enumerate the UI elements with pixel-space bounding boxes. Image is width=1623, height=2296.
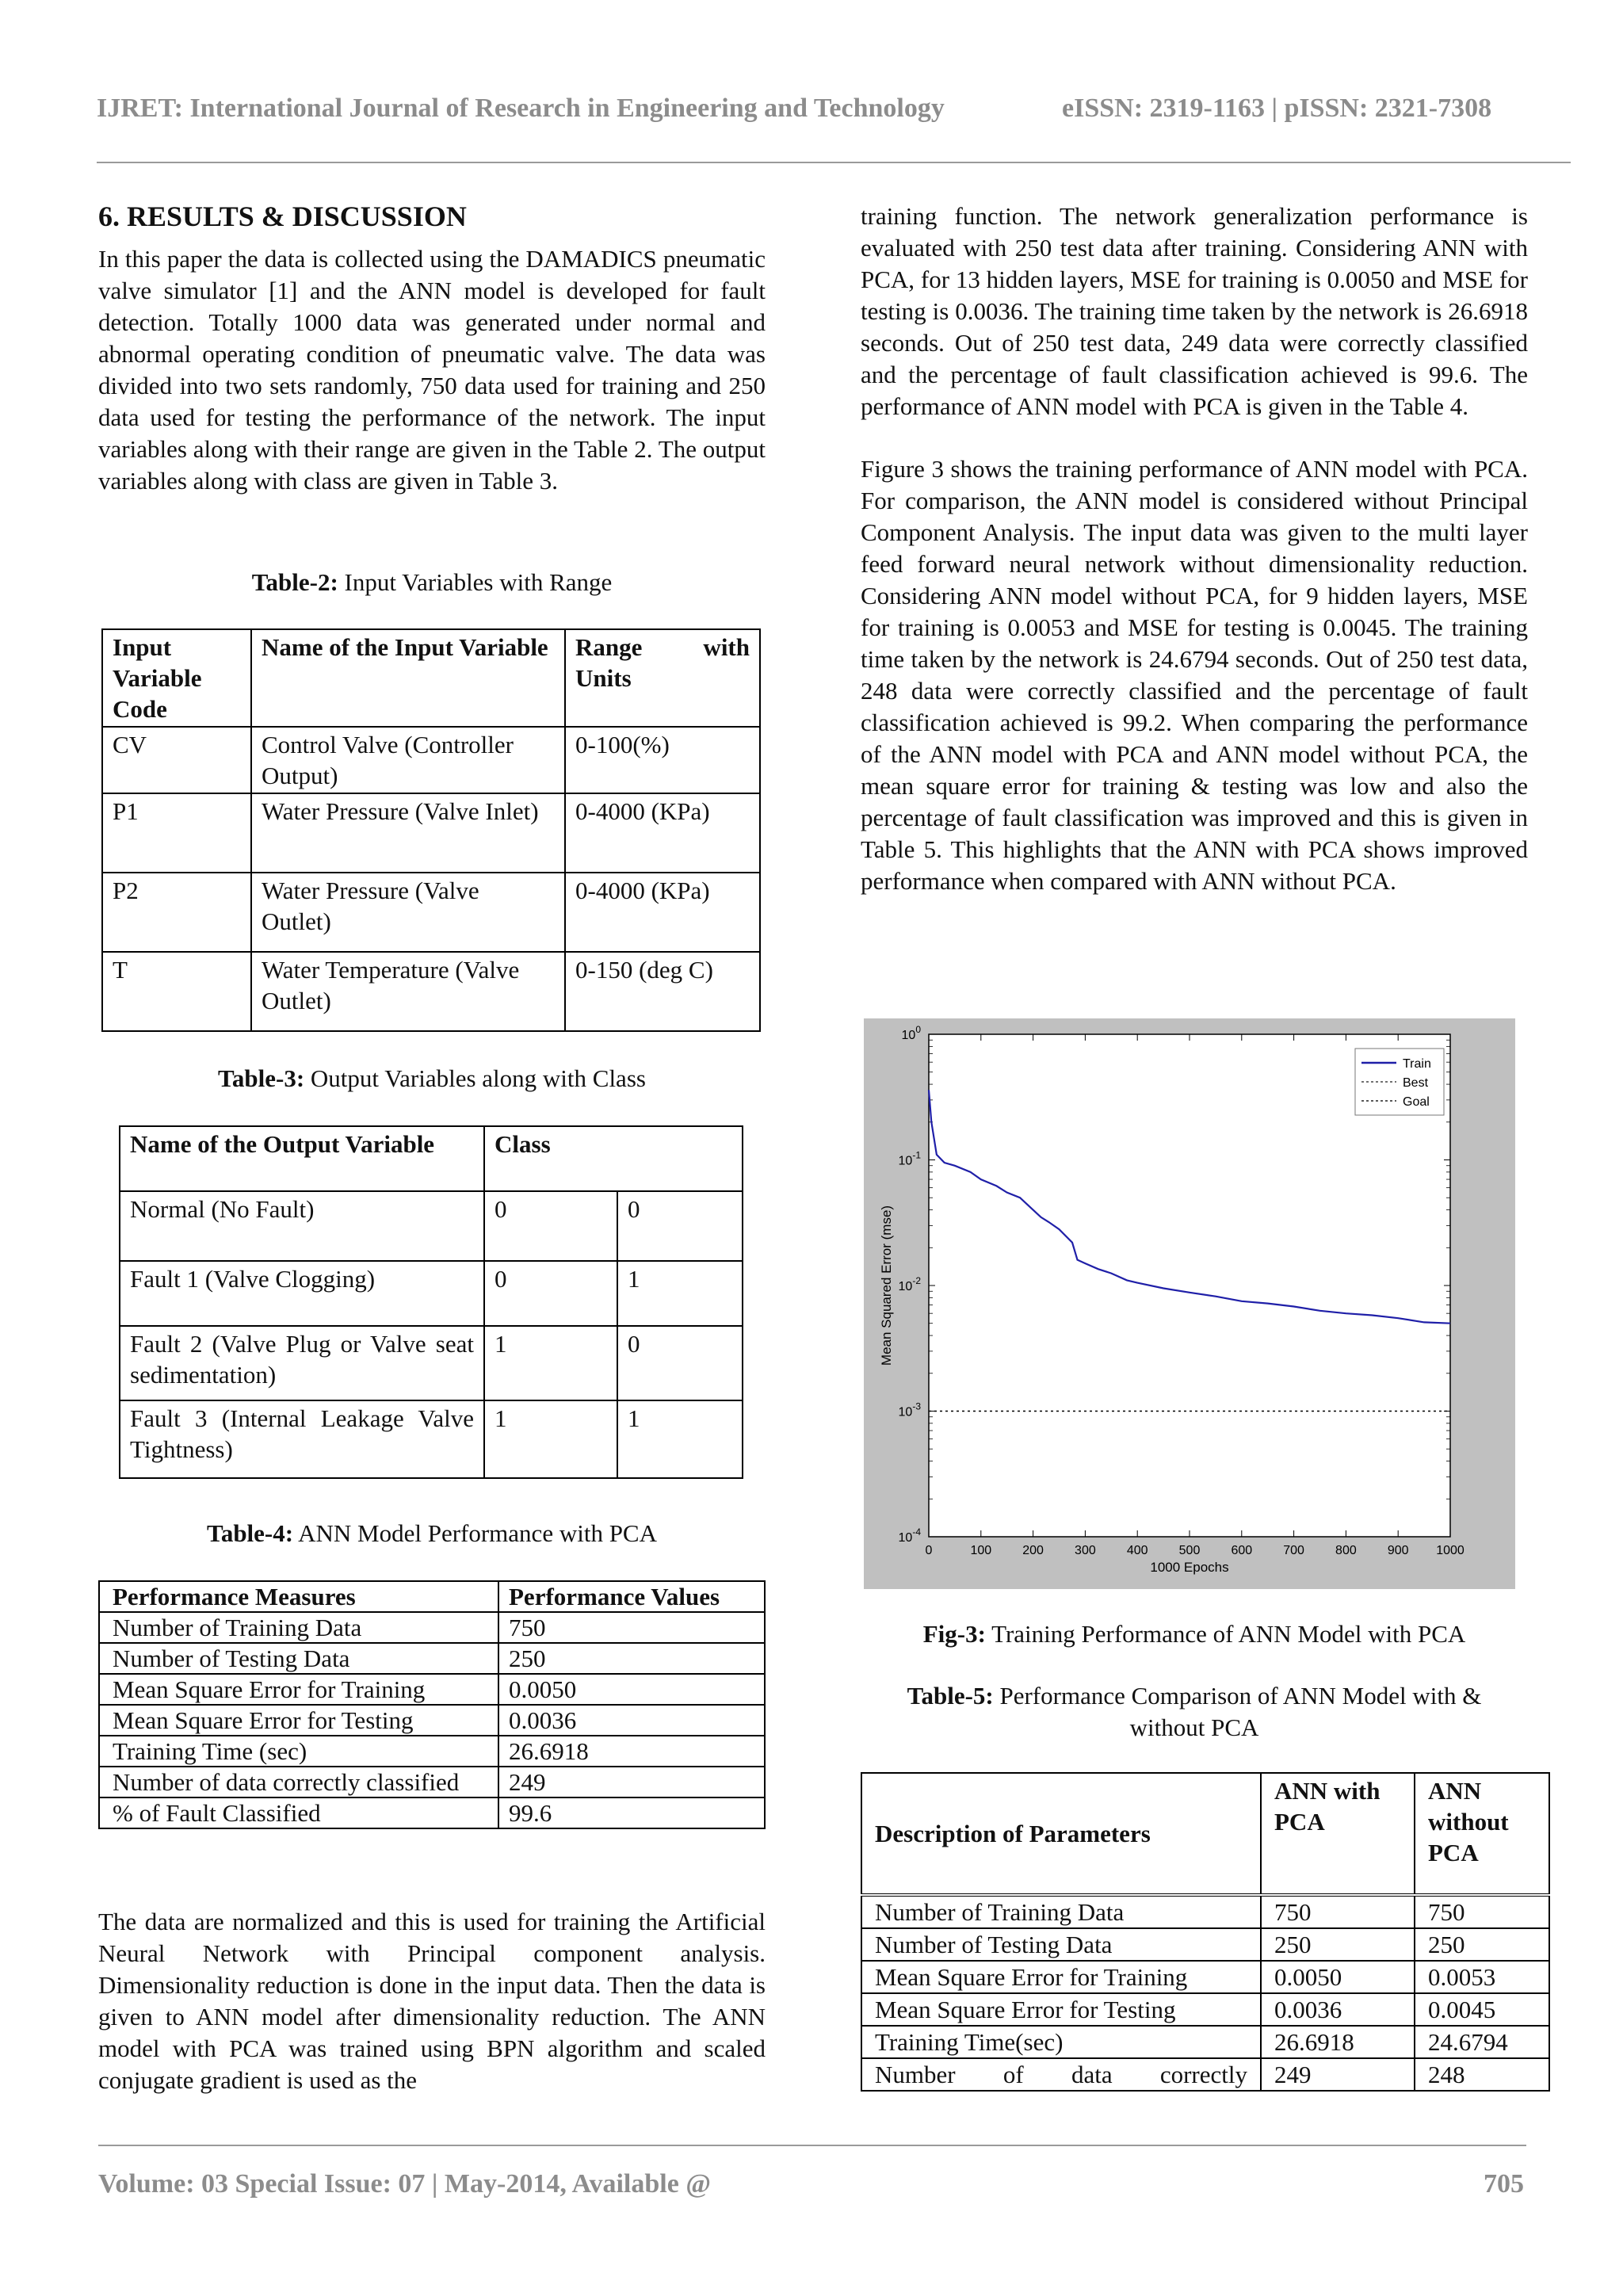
x-tick-label: 900	[1387, 1544, 1409, 1557]
table-performance-comparison	[861, 1772, 1550, 2092]
section-title: 6. RESULTS & DISCUSSION	[98, 201, 467, 232]
table-header-row: Description of Parameters ANN with PCA ANN without PCA	[861, 1773, 1549, 1895]
x-tick-label: 600	[1231, 1544, 1253, 1557]
table-row: % of Fault Classified 99.6	[99, 1797, 765, 1828]
table-row: Mean Square Error for Training 0.0050	[99, 1674, 765, 1705]
table-row: P1 Water Pressure (Valve Inlet) 0-4000 (KPa)	[102, 793, 760, 873]
table2-caption: Table-2: Input Variables with Range	[251, 568, 613, 596]
figure-training-performance	[864, 1018, 1515, 1589]
closing-paragraph-block	[98, 1906, 766, 2096]
table-row: Fault 2 (Valve Plug or Valve seat sedimentation) 1 0	[120, 1326, 743, 1400]
table3-caption: Table-3: Output Variables along with Class	[218, 1064, 646, 1092]
page-number: 705	[1484, 2169, 1524, 2199]
x-axis-label: 1000 Epochs	[1150, 1560, 1229, 1575]
x-tick-label: 400	[1126, 1544, 1148, 1557]
footer-volume: Volume: 03 Special Issue: 07 | May-2014, Available @	[98, 2169, 711, 2199]
y-axis-label: Mean Squared Error (mse)	[879, 1205, 894, 1366]
paragraph-comparison: Figure 3 shows the training performance of ANN model with PCA. For comparison, the ANN model is considered without Principal Component Analysis. The input data was given to the multi layer feed forward neural network without dimensionality reduction. Considering ANN model without PCA, for 9 hidden layers, MSE for training is 0.0053 and MSE for testing is 0.0045. The training time taken by the network is 24.6794 seconds. Out of 250 test data, 248 data were correctly classified and the percentage of fault classification achieved is 99.2. When comparing the performance of the ANN model with PCA and ANN model without PCA, the mean square error for training & testing was low and also the percentage of fault classification was improved and this is given in Table 5. This highlights that the ANN with PCA shows improved performance when compared with ANN without PCA.	[861, 455, 1528, 895]
table-output-variables	[119, 1125, 743, 1479]
right-column	[861, 201, 1528, 897]
table-row: Fault 1 (Valve Clogging) 0 1	[120, 1261, 743, 1326]
x-tick-label: 800	[1335, 1544, 1357, 1557]
table4-caption: Table-4: ANN Model Performance with PCA	[206, 1519, 657, 1547]
table-row: Number of data correctly 249 248	[861, 2058, 1549, 2091]
table-row: P2 Water Pressure (Valve Outlet) 0-4000 (KPa)	[102, 873, 760, 952]
x-tick-label: 1000	[1436, 1544, 1465, 1557]
y-tick-label: $10^{-4}$	[898, 1526, 921, 1545]
table5-caption: Table-5: Performance Comparison of ANN Model with & without PCA	[907, 1682, 1482, 1741]
x-tick-label: 100	[970, 1544, 992, 1557]
legend-label-best: Best	[1403, 1076, 1429, 1090]
table-row: Mean Square Error for Testing 0.0036	[99, 1705, 765, 1736]
x-tick-label: 200	[1022, 1544, 1044, 1557]
table-input-variables	[101, 628, 761, 1032]
table-row: Training Time(sec) 26.6918 24.6794	[861, 2026, 1549, 2058]
table-row: Number of Testing Data 250 250	[861, 1928, 1549, 1961]
closing-paragraph: The data are normalized and this is used for training the Artificial Neural Network with Principal component analysis. Dimensionality reduction is done in the input data. Then the data is given to ANN model after dimensionality reduction. The ANN model with PCA was trained using BPN algorithm and scaled conjugate gradient is used as the	[98, 1908, 766, 2094]
table-row: Number of Training Data 750 750	[861, 1895, 1549, 1928]
table-header-row: Input Variable Code Name of the Input Variable Range with Units	[102, 629, 760, 727]
x-tick-label: 500	[1178, 1544, 1201, 1557]
y-tick-label: $10^0$	[901, 1024, 921, 1042]
y-tick-label: $10^{-3}$	[898, 1400, 921, 1419]
table-row: T Water Temperature (Valve Outlet) 0-150 (deg C)	[102, 952, 760, 1031]
training-performance-chart	[864, 1018, 1515, 1589]
table-row: Fault 3 (Internal Leakage Valve Tightness) 1 1	[120, 1400, 743, 1478]
issn-header: eISSN: 2319-1163 | pISSN: 2321-7308	[1062, 94, 1492, 123]
table-row: CV Control Valve (Controller Output) 0-100(%)	[102, 727, 760, 793]
y-tick-label: $10^{-1}$	[898, 1149, 921, 1168]
table-row: Mean Square Error for Testing 0.0036 0.0045	[861, 1993, 1549, 2026]
table-row: Number of Training Data 750	[99, 1612, 765, 1643]
table-row: Normal (No Fault) 0 0	[120, 1191, 743, 1261]
paragraph-generalization: training function. The network generalization performance is evaluated with 250 test data after training. Considering ANN with PCA, for 13 hidden layers, MSE for training is 0.0050 and MSE for testing is 0.0036. The training time taken by the network is 26.6918 seconds. Out of 250 test data, 249 data were correctly classified and the percentage of fault classification achieved is 99.6. The performance of ANN model with PCA is given in the Table 4.	[861, 202, 1528, 420]
footer-rule	[98, 2145, 1526, 2146]
intro-paragraph: In this paper the data is collected using the DAMADICS pneumatic valve simulator [1] and the ANN model is developed for fault detection. Totally 1000 data was generated under normal and abnormal operating condition of pneumatic valve. The data was divided into two sets randomly, 750 data used for training and 250 data used for testing the performance of the network. The input variables along with their range are given in the Table 2. The output variables along with class are given in Table 3.	[98, 245, 766, 495]
y-tick-label: $10^{-2}$	[898, 1275, 921, 1293]
table-row: Number of Testing Data 250	[99, 1643, 765, 1674]
x-tick-label: 300	[1075, 1544, 1096, 1557]
x-tick-label: 700	[1283, 1544, 1304, 1557]
header-rule	[97, 162, 1571, 163]
table-row: Number of data correctly classified 249	[99, 1767, 765, 1797]
table-header-row: Name of the Output Variable Class	[120, 1126, 743, 1191]
left-column	[98, 201, 766, 497]
table-row: Mean Square Error for Training 0.0050 0.0053	[861, 1961, 1549, 1993]
figure3-caption: Fig-3: Training Performance of ANN Model with PCA	[922, 1620, 1466, 1648]
journal-header: IJRET: International Journal of Research in Engineering and Technology	[97, 94, 945, 123]
x-tick-label: 0	[925, 1544, 933, 1557]
legend-label-train: Train	[1403, 1057, 1431, 1071]
table-header-row: Performance Measures Performance Values	[99, 1581, 765, 1612]
legend-label-goal: Goal	[1403, 1095, 1430, 1109]
table-ann-performance	[98, 1580, 766, 1829]
table-row: Training Time (sec) 26.6918	[99, 1736, 765, 1767]
